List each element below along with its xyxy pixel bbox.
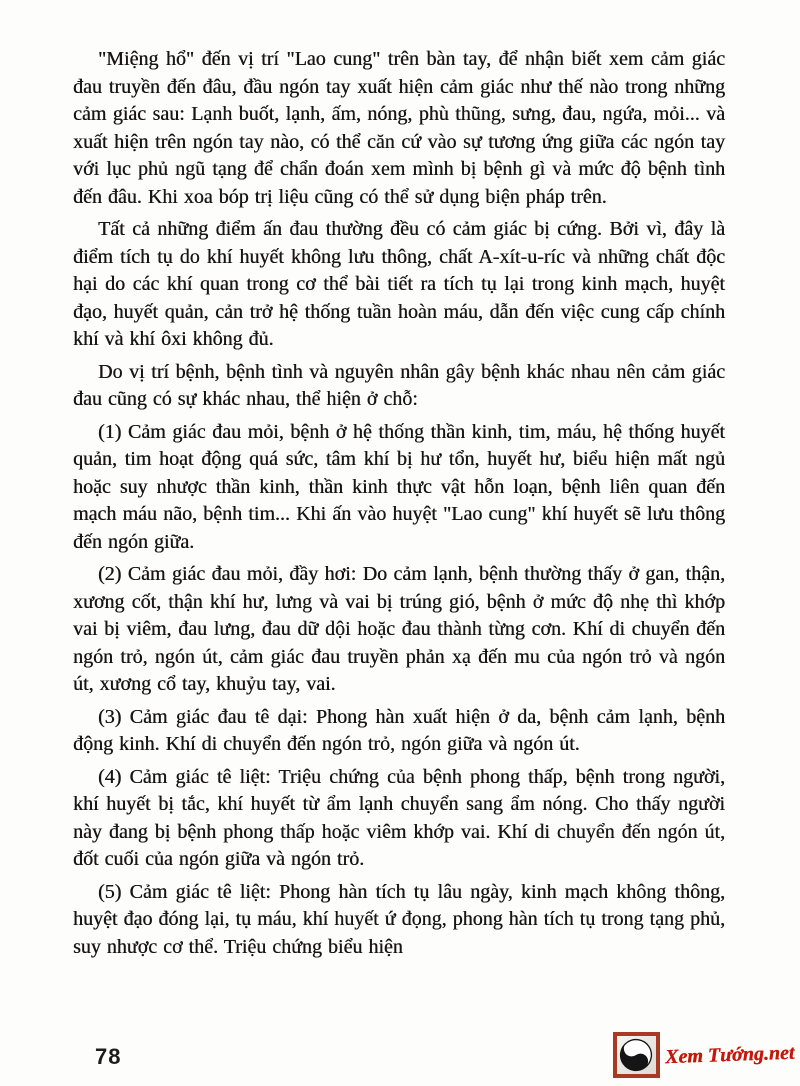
paragraph-item-4: (4) Cảm giác tê liệt: Triệu chứng của bệnh phong thấp, bệnh trong người, khí huyết bị tắc, khí huyết từ ẩm lạnh chuyển sang ẩm nóng. Cho thấy người này đang bị bệnh phong thấp hoặc viêm khớp vai. Khí di chuyển đến ngón út, đốt cuối của ngón giữa và ngón trỏ. bbox=[73, 765, 725, 870]
page-number: 78 bbox=[95, 1044, 122, 1069]
paragraph-item-5: (5) Cảm giác tê liệt: Phong hàn tích tụ lâu ngày, kinh mạch không thông, huyệt đạo đóng lại, tụ máu, khí huyết ứ đọng, phong hàn tích tụ trong tạng phủ, suy nhược cơ thể. Triệu chứng biểu hiện bbox=[73, 880, 725, 958]
paragraph-item-1: (1) Cảm giác đau mỏi, bệnh ở hệ thống thần kinh, tim, máu, hệ thống huyết quản, tim hoạt động quá sức, tâm khí bị hư tổn, huyết hư, biểu hiện mất ngủ hoặc suy nhược thần kinh, thần kinh thực vật hỗn loạn, bệnh liên quan đến mạch máu não, bệnh tim... Khi ấn vào huyệt "Lao cung" khí huyết sẽ lưu thông đến ngón giữa. bbox=[73, 420, 725, 553]
paragraph: Do vị trí bệnh, bệnh tình và nguyên nhân gây bệnh khác nhau nên cảm giác đau cũng có sự khác nhau, thể hiện ở chỗ: bbox=[73, 360, 725, 410]
watermark-text: Xem Tướng.net bbox=[664, 1041, 795, 1068]
paragraph: Tất cả những điểm ấn đau thường đều có cảm giác bị cứng. Bởi vì, đây là điểm tích tụ do khí huyết không lưu thông, chất A-xít-u-ríc và những chất độc hại do các khí quan trong cơ thể bài tiết ra tích tụ lại trong kinh mạch, huyệt đạo, huyết quản, cản trở hệ thống tuần hoàn máu, dẫn đến việc cung cấp chính khí và khí ôxi không đủ. bbox=[73, 218, 725, 350]
watermark bbox=[613, 1032, 794, 1078]
page-footer bbox=[0, 1032, 800, 1086]
yin-yang-icon bbox=[613, 1032, 660, 1078]
paragraph-item-2: (2) Cảm giác đau mỏi, đầy hơi: Do cảm lạnh, bệnh thường thấy ở gan, thận, xương cốt, thận khí hư, lưng và vai bị trúng gió, bệnh ở mức độ nhẹ thì khớp vai bị viêm, đau lưng, đau dữ dội hoặc đau thành từng cơn. Khí di chuyển đến ngón trỏ, ngón út, cảm giác đau truyền phản xạ đến mu của ngón trỏ và ngón út, xương cổ tay, khuỷu tay, vai. bbox=[73, 563, 725, 695]
body-text bbox=[73, 46, 725, 966]
paragraph-item-3: (3) Cảm giác đau tê dại: Phong hàn xuất hiện ở da, bệnh cảm lạnh, bệnh động kinh. Khí di chuyển đến ngón trỏ, ngón giữa và ngón út. bbox=[73, 705, 725, 755]
paragraph-intro: "Miệng hổ" đến vị trí "Lao cung" trên bàn tay, để nhận biết xem cảm giác đau truyền đến đâu, đầu ngón tay xuất hiện cảm giác như thế nào trong những cảm giác sau: Lạnh buốt, lạnh, ấm, nóng, phù thũng, sưng, đau, ngứa, mỏi... và xuất hiện trên ngón tay nào, có thể căn cứ vào sự tương ứng giữa các ngón tay với lục phủ ngũ tạng để chẩn đoán xem mình bị bệnh gì và mức độ bệnh tình đến đâu. Khi xoa bóp trị liệu cũng có thể sử dụng biện pháp trên. bbox=[73, 48, 725, 208]
